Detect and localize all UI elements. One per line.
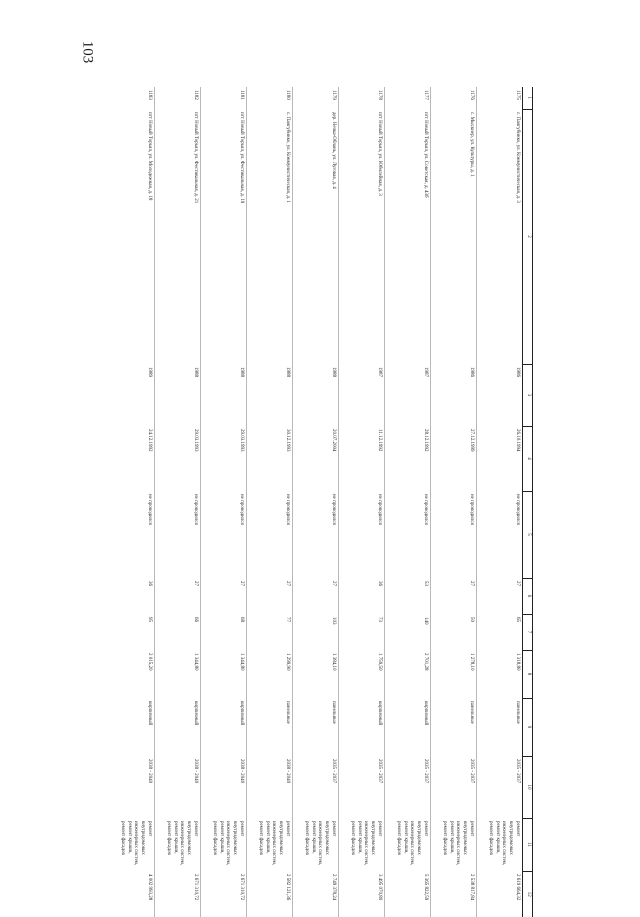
page-number-text: 103 [79, 40, 96, 64]
total-area-cell: 1 278,10 [431, 650, 477, 698]
privatization-date-cell: 29.03.1993 [155, 426, 201, 491]
construction-year-cell: 1986 [515, 367, 520, 377]
apartments-count-cell: 27 [201, 578, 247, 614]
total-area-cell: 1 299,90 [247, 650, 293, 698]
row-number-cell: 1175 [515, 90, 520, 100]
repair-cost-cell: 4 002 993,28 [109, 871, 155, 917]
row-number-cell: 1178 [339, 87, 385, 109]
row-number-cell: 1183 [109, 87, 155, 109]
wall-material-cell: кирпичный [339, 698, 385, 756]
wall-material-cell: панельные [293, 698, 339, 756]
privatization-date-cell: 24.12.1992 [109, 426, 155, 491]
row-number-cell: 1177 [385, 87, 431, 109]
wall-material-cell: панельные [515, 701, 520, 724]
housing-repair-table [109, 87, 533, 917]
repair-cost-cell: 2 538 817,84 [431, 871, 477, 917]
repair-works-cell: ремонт внутридомовых инженерных систем, ремонт крыши, ремонт фасадов [385, 818, 431, 871]
column-number: 11 [523, 818, 533, 871]
repair-works-cell: ремонт внутридомовых инженерных систем, ремонт крыши, ремонт фасадов [247, 818, 293, 871]
repair-works-cell: ремонт внутридомовых инженерных систем, ремонт крыши, ремонт фасадов [339, 818, 385, 871]
total-area-cell: 1 759,50 [339, 650, 385, 698]
last-repair-cell: не проводился [109, 491, 155, 578]
residents-count-cell: 65 [515, 617, 520, 622]
wall-material-cell: панельные [431, 698, 477, 756]
wall-material-cell: кирпичный [385, 698, 431, 756]
table-row [109, 87, 155, 917]
apartments-count-cell: 27 [515, 581, 520, 586]
table-row [155, 87, 201, 917]
residents-count-cell: 68 [201, 614, 247, 650]
repair-period-cell: 2035 - 2037 [339, 756, 385, 818]
residents-count-cell: 95 [109, 614, 155, 650]
column-number: 7 [523, 614, 533, 650]
wall-material-cell: панельные [247, 698, 293, 756]
row-number-cell: 1182 [155, 87, 201, 109]
privatization-date-cell: 11.12.1992 [339, 426, 385, 491]
repair-works-cell: ремонт внутридомовых инженерных систем, ремонт крыши, ремонт фасадов [431, 818, 477, 871]
address-cell: пгт Новый Торъял, ул. Фестивальная, д. 21 [155, 109, 201, 364]
apartments-count-cell: 36 [109, 578, 155, 614]
last-repair-cell: не проводился [515, 494, 520, 525]
table-row [293, 87, 339, 917]
construction-year-cell: 1987 [339, 364, 385, 426]
column-number: 1 [523, 87, 533, 109]
repair-cost-cell: 3 495 070,80 [339, 871, 385, 917]
table-row [201, 87, 247, 917]
total-area-cell: 1 318,80 [515, 653, 520, 671]
address-cell: с. Пангубинко, ул. Коммунистическая, д. 1 [247, 109, 293, 364]
table-body [109, 87, 523, 917]
apartments-count-cell: 27 [293, 578, 339, 614]
repair-period-cell: 2038 - 2040 [201, 756, 247, 818]
privatization-date-cell: 27.12.1999 [431, 426, 477, 491]
repair-cost-cell: 5 365 822,59 [385, 871, 431, 917]
total-area-cell: 1 344,80 [155, 650, 201, 698]
last-repair-cell: не проводился [339, 491, 385, 578]
construction-year-cell: 1988 [293, 364, 339, 426]
repair-period-cell: 2038 - 2040 [247, 756, 293, 818]
address-cell: пгт Новый Торъял, ул. Советская, д. 43б [385, 109, 431, 364]
repair-cost-cell: 2 619 664,32 [515, 874, 520, 901]
row-number-cell: 1180 [247, 87, 293, 109]
construction-year-cell: 1988 [201, 364, 247, 426]
last-repair-cell: не проводился [431, 491, 477, 578]
address-cell: пгт Новый Торъял, ул. Юбилейная, д. 3 [339, 109, 385, 364]
row-number-cell: 1179 [293, 87, 339, 109]
construction-year-cell: 1988 [247, 364, 293, 426]
repair-cost-cell: 2 749 378,24 [293, 871, 339, 917]
residents-count-cell: 140 [385, 614, 431, 650]
address-cell: пгт Новый Торъял, ул. Молодежная, д. 18 [109, 109, 155, 364]
repair-works-cell: ремонт внутридомовых инженерных систем, ремонт крыши, ремонт фасадов [155, 818, 201, 871]
repair-cost-cell: 2 671 310,72 [155, 871, 201, 917]
residents-count-cell: 77 [247, 614, 293, 650]
column-number: 4 [523, 426, 533, 491]
column-number: 10 [523, 756, 533, 818]
repair-cost-cell: 2 671 310,72 [201, 871, 247, 917]
privatization-date-cell: 28.12.1992 [385, 426, 431, 491]
construction-year-cell: 1987 [385, 364, 431, 426]
total-area-cell: 2 015,20 [109, 650, 155, 698]
table-row [385, 87, 431, 917]
residents-count-cell: 73 [339, 614, 385, 650]
row-number-cell: 1181 [201, 87, 247, 109]
residents-count-cell: 103 [293, 614, 339, 650]
repair-period-cell: 2038 - 2040 [109, 756, 155, 818]
last-repair-cell: не проводился [155, 491, 201, 578]
last-repair-cell: не проводился [247, 491, 293, 578]
address-cell: пгт Новый Торъял, ул. Фестивальная, д. 19 [201, 109, 247, 364]
column-number: 8 [523, 650, 533, 698]
table-row [431, 87, 477, 917]
address-cell: с. Пангубинко, ул. Коммунистическая, д. 3 [515, 112, 520, 203]
column-number: 6 [523, 578, 533, 614]
apartments-count-cell: 27 [247, 578, 293, 614]
column-number-row [523, 87, 533, 917]
wall-material-cell: кирпичный [109, 698, 155, 756]
repair-period-cell: 2035 - 2037 [431, 756, 477, 818]
repair-works-cell: ремонт внутридомовых инженерных систем, ремонт крыши, ремонт фасадов [488, 821, 520, 866]
address-cell: дер. Нечка-Облань, ул. Луговая, д. 4 [293, 109, 339, 364]
repair-cost-cell: 2 582 121,36 [247, 871, 293, 917]
total-area-cell: 1 344,80 [201, 650, 247, 698]
total-area-cell: 1 384,10 [293, 650, 339, 698]
last-repair-cell: не проводился [201, 491, 247, 578]
address-cell: с. Мыскиер, ул. Культуры, д. 1 [431, 109, 477, 364]
rotated-register-sheet [113, 87, 533, 917]
total-area-cell: 2 701,28 [385, 650, 431, 698]
privatization-date-cell: 20.07.2004 [293, 426, 339, 491]
apartments-count-cell: 27 [155, 578, 201, 614]
construction-year-cell: 1989 [109, 364, 155, 426]
repair-works-cell: ремонт внутридомовых инженерных систем, ремонт крыши, ремонт фасадов [201, 818, 247, 871]
repair-works-cell: ремонт внутридомовых инженерных систем, ремонт крыши, ремонт фасадов [109, 818, 155, 871]
wall-material-cell: кирпичный [155, 698, 201, 756]
apartments-count-cell: 27 [431, 578, 477, 614]
residents-count-cell: 66 [155, 614, 201, 650]
privatization-date-cell: 26.10.1994 [515, 429, 520, 452]
repair-works-cell: ремонт внутридомовых инженерных систем, ремонт крыши, ремонт фасадов [293, 818, 339, 871]
column-number: 3 [523, 364, 533, 426]
privatization-date-cell: 29.03.1993 [201, 426, 247, 491]
last-repair-cell: не проводился [385, 491, 431, 578]
column-number: 12 [523, 871, 533, 917]
apartments-count-cell: 36 [339, 578, 385, 614]
privatization-date-cell: 30.12.1993 [247, 426, 293, 491]
repair-period-cell: 2035 - 2037 [385, 756, 431, 818]
row-number-cell: 1176 [431, 87, 477, 109]
page-number [72, 36, 102, 68]
construction-year-cell: 1988 [155, 364, 201, 426]
residents-count-cell: 50 [431, 614, 477, 650]
column-number: 2 [523, 109, 533, 364]
table-row [339, 87, 385, 917]
repair-period-cell: 2035 - 2037 [515, 759, 520, 784]
column-number: 9 [523, 698, 533, 756]
construction-year-cell: 1986 [431, 364, 477, 426]
wall-material-cell: кирпичный [201, 698, 247, 756]
last-repair-cell: не проводился [293, 491, 339, 578]
repair-period-cell: 2038 - 2040 [155, 756, 201, 818]
table-row [247, 87, 293, 917]
table-row [477, 87, 523, 917]
column-number: 5 [523, 491, 533, 578]
repair-period-cell: 2035 - 2037 [293, 756, 339, 818]
apartments-count-cell: 53 [385, 578, 431, 614]
